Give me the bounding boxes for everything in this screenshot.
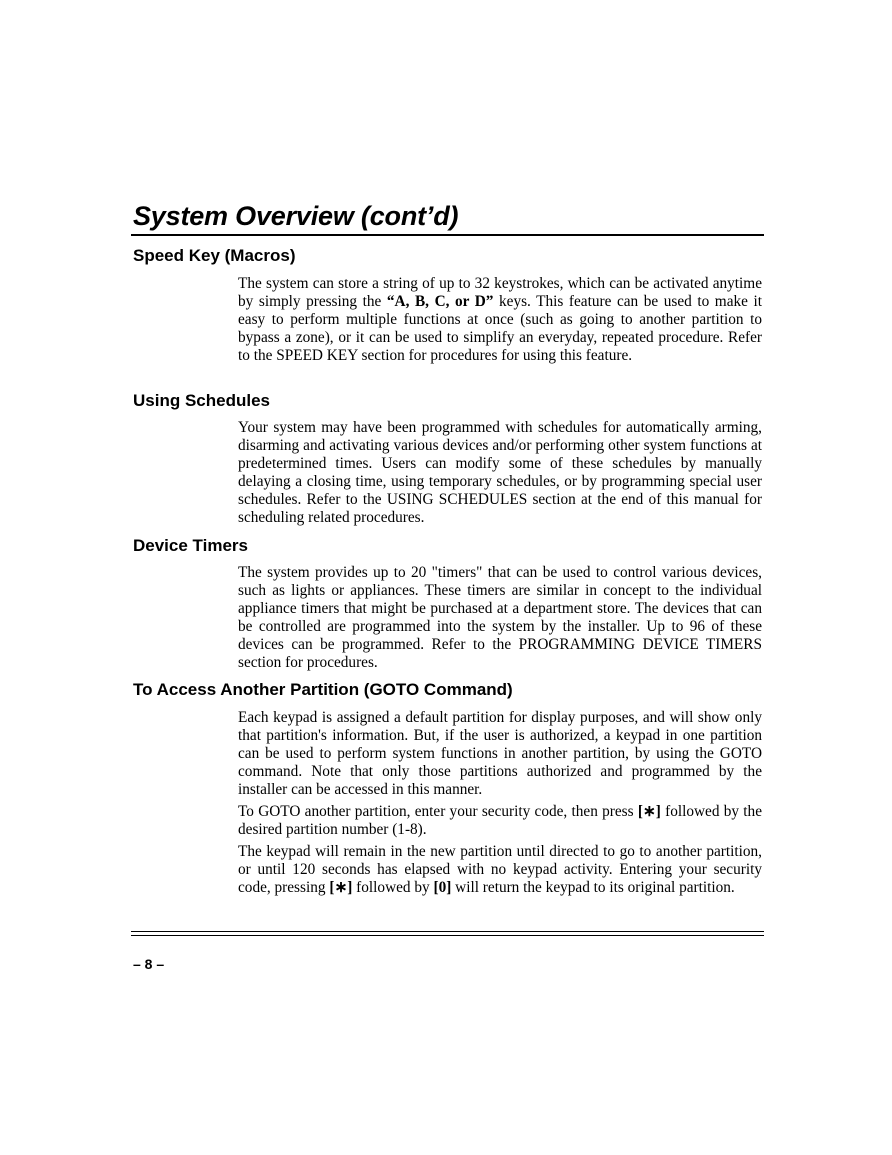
body-using-schedules — [238, 419, 762, 527]
paragraph-text: Your system may have been programmed with schedules for automatically arming, disarming and activating various devices and/or performing other system functions at predetermined times. Users can modify some of these schedules by manually delaying a closing time, using temporary schedules, or by programming special user schedules. Refer to the USING SCHEDULES section at the end of this manual for scheduling related procedures. — [238, 419, 762, 526]
body-device-timers — [238, 564, 762, 672]
footer-rule — [131, 931, 764, 936]
paragraph-text: followed by the desired partition number (1-8). — [238, 803, 763, 838]
paragraph-text: The system provides up to 20 "timers" that can be used to control various devices, such as lights or appliances. These timers are similar in concept to the individual appliance timers that might be purchased at a department store. The devices that can be controlled are programmed into the system by the installer. Up to 96 of these devices can be programmed. Refer to the PROGRAMMING DEVICE TIMERS section for procedures. — [238, 564, 762, 671]
paragraph-text: Each keypad is assigned a default partition for display purposes, and will show only that partition's information. But, if the user is authorized, a keypad in one partition can be used to perform system functions in another partition, by using the GOTO command. Note that only those partitions authorized and programmed by the installer can be accessed in this manner. — [238, 709, 762, 798]
emphasis-text: [0] — [433, 879, 452, 896]
body-paragraph — [238, 803, 762, 839]
heading-using-schedules: Using Schedules — [133, 391, 270, 410]
body-paragraph — [238, 709, 762, 799]
body-speed-key — [238, 275, 762, 365]
body-goto-command — [238, 709, 762, 897]
page-title: System Overview (cont’d) — [133, 201, 459, 231]
paragraph-text: To GOTO another partition, enter your security code, then press — [238, 803, 638, 820]
paragraph-text: keys. This feature can be used to make it easy to perform multiple functions at once (such as going to another partition to bypass a zone), or it can be used to simplify an everyday, repeated procedure. Refer to the SPEED KEY section for procedures for using this feature. — [238, 293, 762, 364]
heading-goto-command: To Access Another Partition (GOTO Command) — [133, 680, 513, 699]
body-paragraph — [238, 564, 762, 672]
heading-speed-key: Speed Key (Macros) — [133, 246, 296, 265]
heading-device-timers: Device Timers — [133, 536, 248, 555]
emphasis-text: [∗] — [329, 879, 353, 896]
page-number: – 8 – — [133, 956, 165, 972]
emphasis-text: “A, B, C, or D” — [386, 293, 494, 310]
paragraph-text: The keypad will remain in the new partition until directed to go to another partition, or until 120 seconds has elapsed with no keypad activity. Entering your security code, pressing — [238, 843, 762, 896]
body-paragraph — [238, 419, 762, 527]
paragraph-text: followed by — [352, 879, 434, 896]
body-paragraph — [238, 843, 762, 897]
paragraph-text: The system can store a string of up to 32 keystrokes, which can be activated anytime by simply pressing the — [238, 275, 762, 310]
title-rule — [131, 234, 764, 236]
paragraph-text: will return the keypad to its original partition. — [451, 879, 735, 896]
emphasis-text: [∗] — [637, 803, 661, 820]
body-paragraph — [238, 275, 762, 365]
